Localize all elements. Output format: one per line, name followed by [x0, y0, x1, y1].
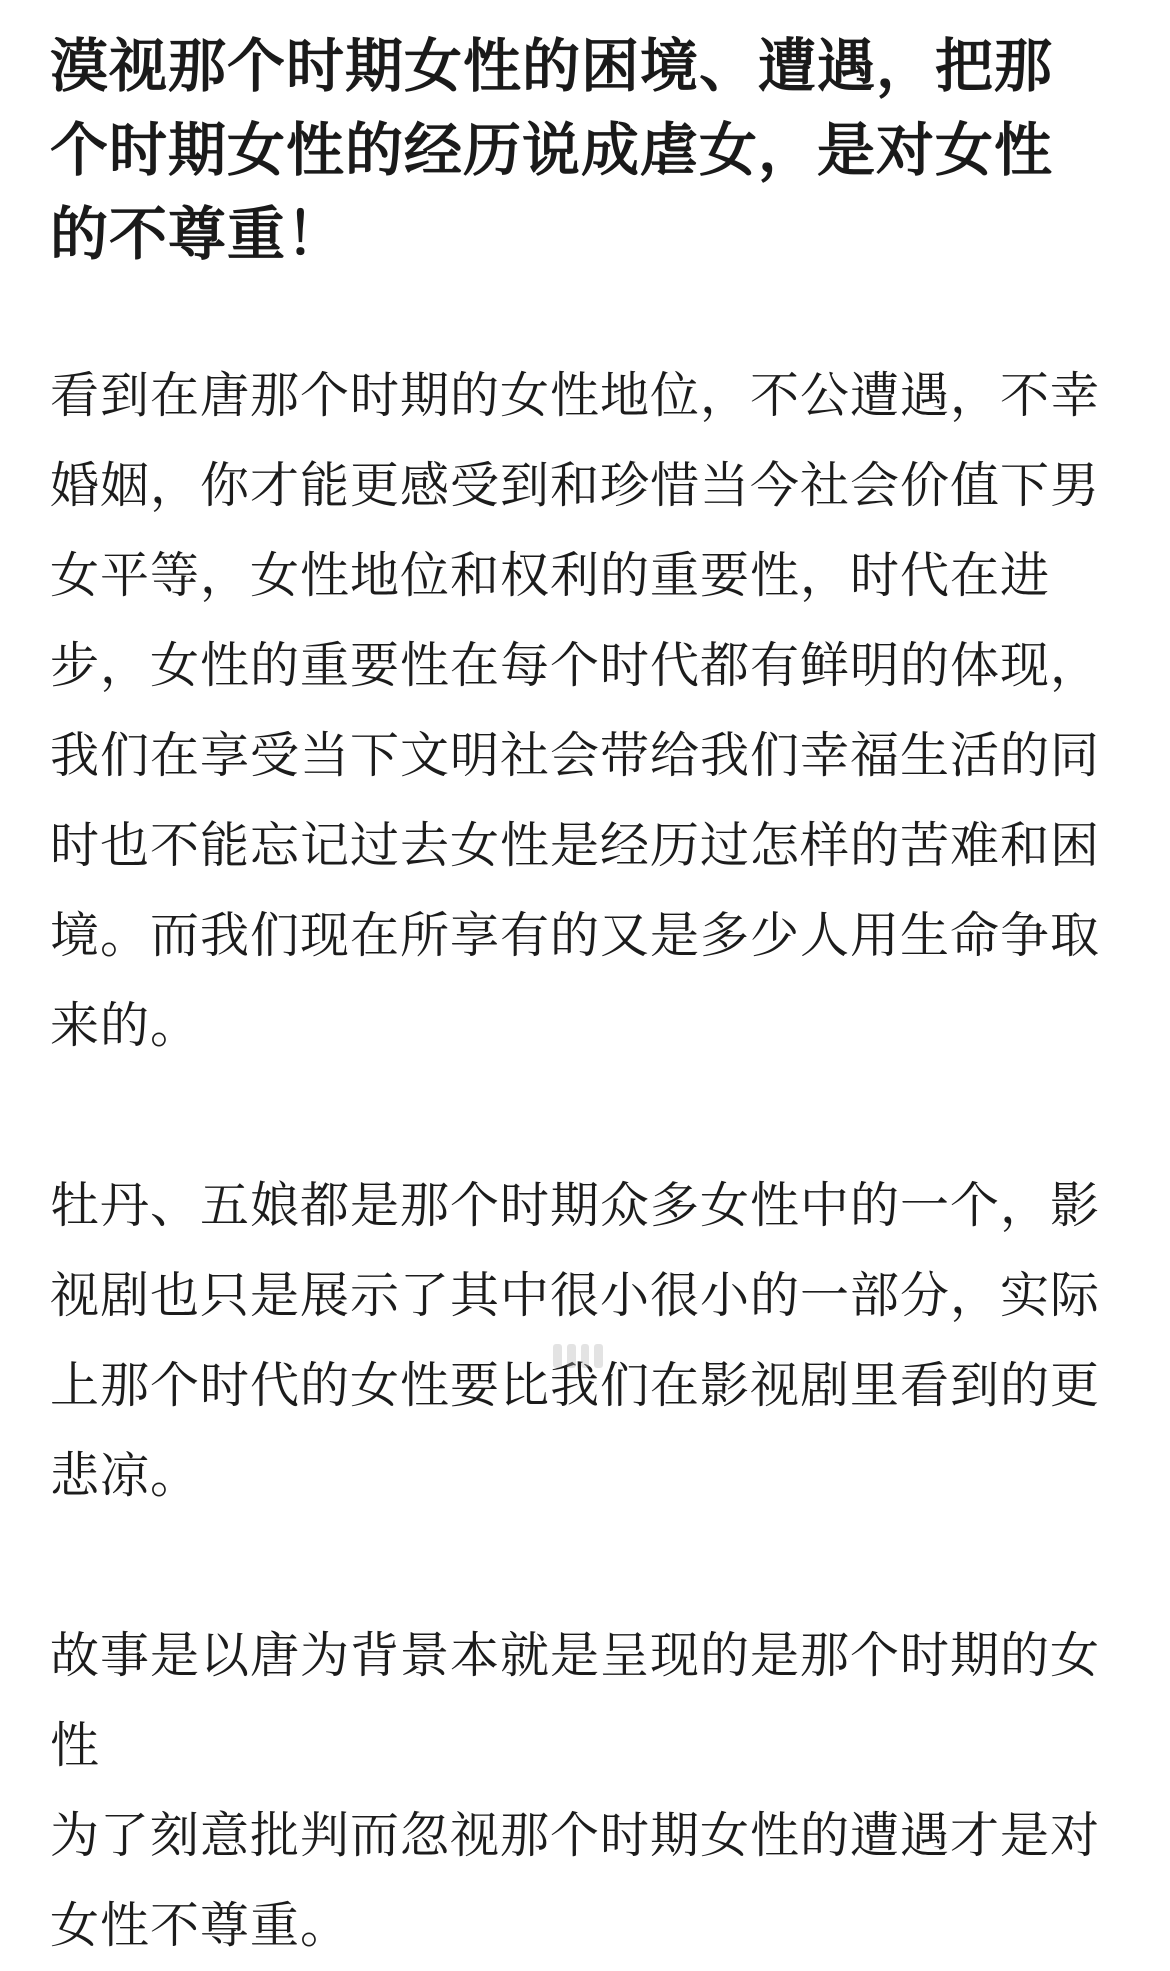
- paragraph-line: 为了刻意批判而忽视那个时期女性的遭遇才是对女性不尊重。: [50, 1807, 1101, 1954]
- article: [50, 24, 1110, 1971]
- paragraph-group: [50, 1611, 1110, 1971]
- paragraph: 看到在唐那个时期的女性地位，不公遭遇，不幸婚姻，你才能更感受到和珍惜当今社会价值下男女平等，女性地位和权利的重要性，时代在进步，女性的重要性在每个时代都有鲜明的体现，我们在享受当下文明社会带给我们幸福生活的同时也不能忘记过去女性是经历过怎样的苦难和困境。而我们现在所享有的又是多少人用生命争取来的。: [50, 367, 1101, 1054]
- paragraph-line: 故事是以唐为背景本就是呈现的是那个时期的女性: [50, 1627, 1101, 1774]
- article-title: 漠视那个时期女性的困境、遭遇，把那个时期女性的经历说成虐女，是对女性的不尊重！: [50, 32, 1054, 268]
- paragraph: 牡丹、五娘都是那个时期众多女性中的一个，影视剧也只是展示了其中很小很小的一部分，实际上那个时代的女性要比我们在影视剧里看到的更悲凉。: [50, 1177, 1101, 1504]
- watermark-icon: [553, 1344, 603, 1368]
